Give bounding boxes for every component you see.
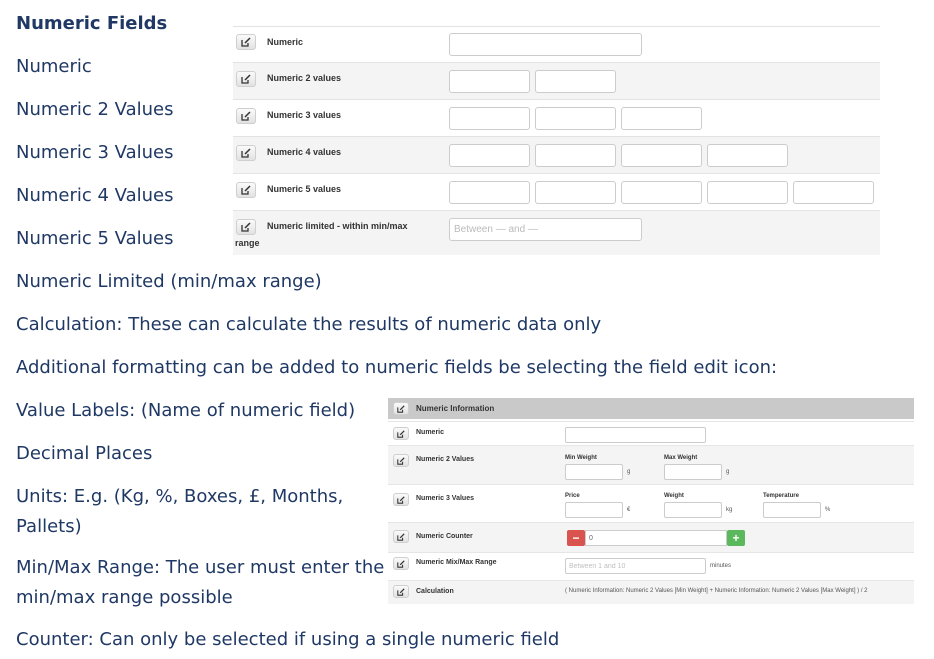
value-caption: Max Weight	[664, 455, 698, 461]
edit-icon[interactable]	[393, 427, 409, 440]
field-label: Numeric	[416, 429, 445, 436]
edit-icon[interactable]	[236, 219, 256, 235]
doc-line-limited: Numeric Limited (min/max range)	[16, 271, 322, 292]
field-label: Numeric 3 values	[267, 110, 342, 120]
field-label-wrap: range	[235, 238, 260, 248]
doc-line-calculation: Calculation: These can calculate the results of numeric data only	[16, 314, 602, 335]
decrement-button[interactable]: −	[567, 530, 585, 546]
numeric-input[interactable]	[535, 181, 616, 204]
form-row-counter	[388, 522, 914, 553]
value-caption: Temperature	[763, 493, 799, 499]
calculation-formula: ( Numeric Information: Numeric 2 Values [Min Weight] + Numeric Information: Numeric 2 Values [Max Weight] ) / 2	[565, 588, 868, 594]
numeric-input[interactable]	[621, 144, 702, 167]
field-label: Numeric Counter	[416, 533, 473, 540]
numeric-input[interactable]	[793, 181, 874, 204]
unit-label: minutes	[710, 563, 732, 569]
weight-input[interactable]	[664, 502, 722, 518]
edit-icon[interactable]	[236, 108, 256, 124]
edit-icon[interactable]	[393, 530, 409, 543]
unit-label: kg	[726, 507, 733, 513]
doc-line-counter: Counter: Can only be selected if using a single numeric field	[16, 629, 560, 650]
edit-icon[interactable]	[393, 585, 409, 598]
doc-line-numeric-5: Numeric 5 Values	[16, 228, 174, 249]
numeric-input[interactable]	[707, 181, 788, 204]
numeric-input[interactable]	[535, 70, 616, 93]
doc-line-minmax: Min/Max Range: The user must enter the min/max range possible	[16, 557, 385, 608]
increment-button[interactable]: +	[727, 530, 745, 546]
numeric-limited-input[interactable]	[449, 218, 642, 241]
doc-line-numeric: Numeric	[16, 56, 92, 77]
edit-icon[interactable]	[393, 557, 409, 570]
numeric-input[interactable]	[535, 144, 616, 167]
edit-icon[interactable]	[236, 34, 256, 50]
field-row-numeric-2	[233, 62, 880, 100]
edit-icon[interactable]	[393, 493, 409, 506]
doc-line-numeric-3: Numeric 3 Values	[16, 142, 174, 163]
form-row-numeric-3	[388, 484, 914, 523]
panel-header	[388, 398, 914, 419]
min-weight-input[interactable]	[565, 464, 623, 480]
numeric-input[interactable]	[449, 33, 642, 56]
value-caption: Price	[565, 493, 580, 499]
numeric-input[interactable]	[535, 107, 616, 130]
panel-title: Numeric Information	[416, 404, 495, 413]
edit-icon[interactable]	[236, 71, 256, 87]
minmax-input[interactable]	[565, 558, 706, 574]
doc-line-formatting: Additional formatting can be added to numeric fields be selecting the field edit icon:	[16, 357, 778, 378]
field-row-numeric-limited	[233, 210, 880, 255]
price-input[interactable]	[565, 502, 623, 518]
numeric-input[interactable]	[565, 427, 706, 443]
edit-icon[interactable]	[236, 182, 256, 198]
unit-label: %	[825, 507, 831, 513]
doc-line-numeric-2: Numeric 2 Values	[16, 99, 174, 120]
numeric-fields-panel	[233, 26, 880, 254]
field-label: Numeric	[267, 37, 304, 47]
form-row-calculation	[388, 580, 914, 604]
unit-label: g	[726, 469, 730, 475]
form-row-numeric-2	[388, 445, 914, 485]
value-caption: Weight	[664, 493, 684, 499]
unit-label: €	[627, 507, 631, 513]
doc-line-value-labels: Value Labels: (Name of numeric field)	[16, 400, 356, 421]
unit-label: g	[627, 469, 631, 475]
field-label: Numeric 3 Values	[416, 495, 474, 502]
field-row-numeric-4	[233, 136, 880, 174]
edit-icon[interactable]	[393, 402, 409, 415]
numeric-information-panel	[388, 398, 914, 603]
field-row-numeric-3	[233, 99, 880, 137]
edit-icon[interactable]	[236, 145, 256, 161]
field-label: Numeric 2 values	[267, 73, 342, 83]
doc-line-units: Units: E.g. (Kg, %, Boxes, £, Months, Pallets)	[16, 486, 344, 537]
numeric-input[interactable]	[449, 181, 530, 204]
field-label: Numeric limited - within min/max	[267, 221, 408, 231]
field-label: Calculation	[416, 588, 454, 595]
edit-icon[interactable]	[393, 454, 409, 467]
field-row-numeric	[233, 26, 880, 63]
field-label: Numeric 2 Values	[416, 456, 474, 463]
numeric-input[interactable]	[449, 144, 530, 167]
value-caption: Min Weight	[565, 455, 597, 461]
max-weight-input[interactable]	[664, 464, 722, 480]
section-heading: Numeric Fields	[16, 13, 168, 34]
numeric-input[interactable]	[449, 70, 530, 93]
numeric-input[interactable]	[449, 107, 530, 130]
doc-line-numeric-4: Numeric 4 Values	[16, 185, 174, 206]
temperature-input[interactable]	[763, 502, 821, 518]
field-label: Numeric 5 values	[267, 184, 342, 194]
numeric-input[interactable]	[621, 181, 702, 204]
doc-line-decimal-places: Decimal Places	[16, 443, 153, 464]
counter-input[interactable]	[585, 530, 727, 546]
numeric-input[interactable]	[621, 107, 702, 130]
form-row-minmax	[388, 552, 914, 581]
field-label: Numeric 4 values	[267, 147, 342, 157]
numeric-input[interactable]	[707, 144, 788, 167]
field-row-numeric-5	[233, 173, 880, 211]
form-row-numeric	[388, 421, 914, 446]
field-label: Numeric Mix/Max Range	[416, 559, 497, 566]
